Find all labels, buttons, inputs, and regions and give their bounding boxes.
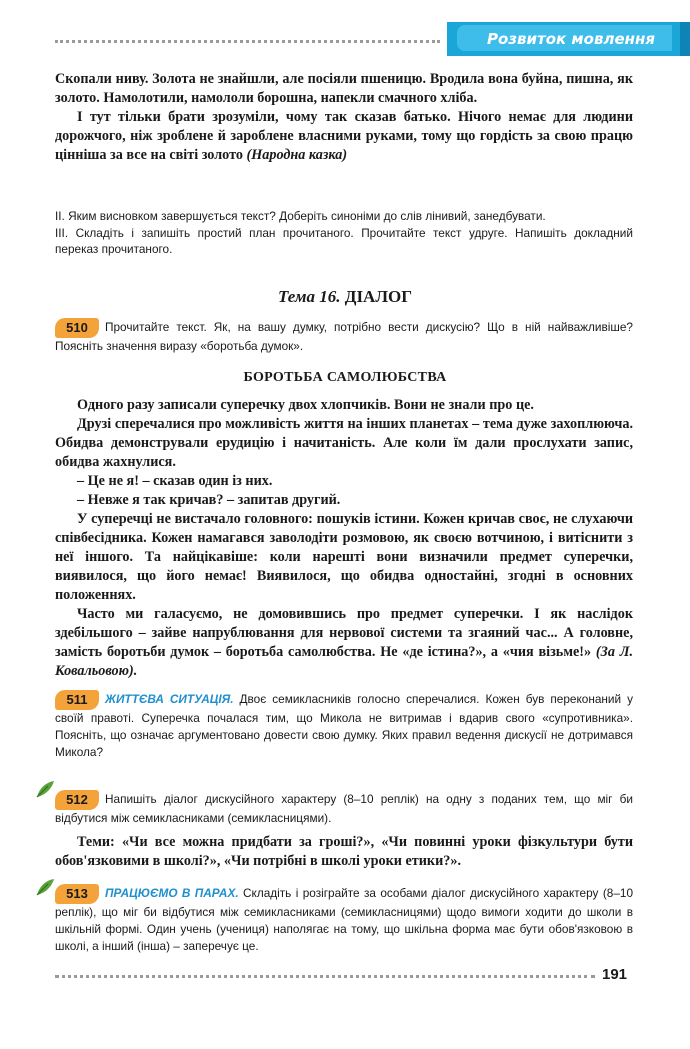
task-512 [55, 790, 633, 827]
story-paragraph-1: Одного разу записали суперечку двох хлопчиків. Вони не знали про це. [77, 397, 534, 413]
header-dotted-rule [55, 40, 440, 47]
story-paragraph-2: Друзі сперечалися про можливість життя на інших планетах – тема дуже захоплююча. Обидва демонстрували ерудицію і начитаність. Але коли їм дали прослухати запис, обидва жахнулися. [55, 416, 633, 470]
task-number-badge: 512 [55, 790, 99, 810]
story-paragraph-6 [55, 605, 633, 681]
intro-paragraph-2 [55, 108, 633, 165]
section-tab-edge [680, 22, 690, 56]
task-511 [55, 690, 633, 761]
task-number-badge: 511 [55, 690, 99, 710]
leaf-icon [34, 778, 56, 800]
intro-source: (Народна казка) [246, 147, 348, 163]
topic-title: ДІАЛОГ [344, 287, 413, 306]
task-513 [55, 884, 633, 955]
question-2: ІІ. Яким висновком завершується текст? Доберіть синоніми до слів лінивий, занедбувати. [55, 209, 546, 223]
question-3: ІІІ. Складіть і запишіть простий план прочитаного. Прочитайте текст удруге. Напишіть докладний переказ прочитаного. [55, 226, 633, 256]
intro-questions [55, 208, 633, 258]
intro-paragraph-2-text: І тут тільки брати зрозуміли, чому так сказав батько. Нічого немає для людини дорожчого, ніж зроблене й зароблене власними руками, тому що гордість за свою працю цінніша за все на світі золото [55, 109, 633, 163]
story-paragraph-4: – Невже я так кричав? – запитав другий. [77, 492, 341, 508]
section-tab-inner [457, 25, 672, 51]
intro-text [55, 70, 633, 165]
intro-paragraph-1: Скопали ниву. Золота не знайшли, але посіяли пшеницю. Вродила вона буйна, пишна, як золото. Намолотили, намололи борошна, напекли смачного хліба. [55, 71, 633, 106]
task-number-badge: 513 [55, 884, 99, 904]
task-511-text: Двоє семикласників голосно сперечалися. Кожен був переконаний у своїй правоті. Суперечка почалася тим, що Микола не витримав і вдарив свого «супротивника». Поясніть, що означає аргументовано довести свою думку. Яких правил ведення дискусії не дотримався Микола? [55, 692, 633, 759]
story-text [55, 396, 633, 681]
leaf-icon [34, 876, 56, 898]
task-512-themes-text: Теми: «Чи все можна придбати за гроші?», «Чи повинні уроки фізкультури бути обов'язковими в школі?», «Чи потрібні в школі уроки етики?». [55, 834, 633, 869]
task-510-text: Прочитайте текст. Як, на вашу думку, потрібно вести дискусію? Що в ній найважливіше? Поясніть значення виразу «боротьба думок». [55, 320, 633, 353]
story-paragraph-3: – Це не я! – сказав один із них. [77, 473, 273, 489]
task-513-text: Складіть і розіграйте за особами діалог дискусійного характеру (8–10 реплік), що міг би відбутися між семикласниками (семикласницями) щодо вимоги ходити до школи в шкільній формі. Один учень (учениця) наполягає на тому, що шкільна форма має бути обов'язковою в школі, а інший (інша) – заперечує це. [55, 886, 634, 953]
topic-prefix: Тема 16. [277, 287, 341, 306]
topic-heading [0, 287, 690, 307]
task-513-label: ПРАЦЮЄМО В ПАРАХ. [105, 886, 239, 901]
task-number-badge: 510 [55, 318, 99, 338]
task-512-text: Напишіть діалог дискусійного характеру (8–10 реплік) на одну з поданих тем, що міг би відбутися між семикласниками (семикласницями). [55, 792, 633, 825]
page-number: 191 [602, 966, 628, 983]
task-511-label: ЖИТТЄВА СИТУАЦІЯ. [105, 692, 234, 707]
story-title: БОРОТЬБА САМОЛЮБСТВА [243, 370, 447, 385]
story-paragraph-6-text: Часто ми галасуємо, не домовившись про предмет суперечки. І як наслідок здебільшого – зайве напрублювання для нервової системи та згаяний час... А головне, замість боротьби думок – боротьба самолюбства. Не «де істина?», а «чия візьме!» [55, 606, 633, 660]
task-510 [55, 318, 633, 355]
story-source: (За Л. Ковальовою). [55, 644, 633, 679]
footer-dotted-rule [55, 975, 595, 982]
story-paragraph-5: У суперечці не вистачало головного: пошуків істини. Кожен кричав своє, не слухаючи співбесідника. Кожен намагався заволодіти розмовою, як своєю вотчиною, і витіснити з неї іншого. Та найцікавіше: коли нарешті вони визначили предмет суперечки, виявилося, що його немає! Виявилося, що обидва одностайні, згодні в основних положеннях. [55, 511, 633, 603]
section-title: Розвиток мовлення [487, 30, 655, 48]
task-512-themes [55, 833, 633, 871]
section-tab [447, 22, 690, 56]
